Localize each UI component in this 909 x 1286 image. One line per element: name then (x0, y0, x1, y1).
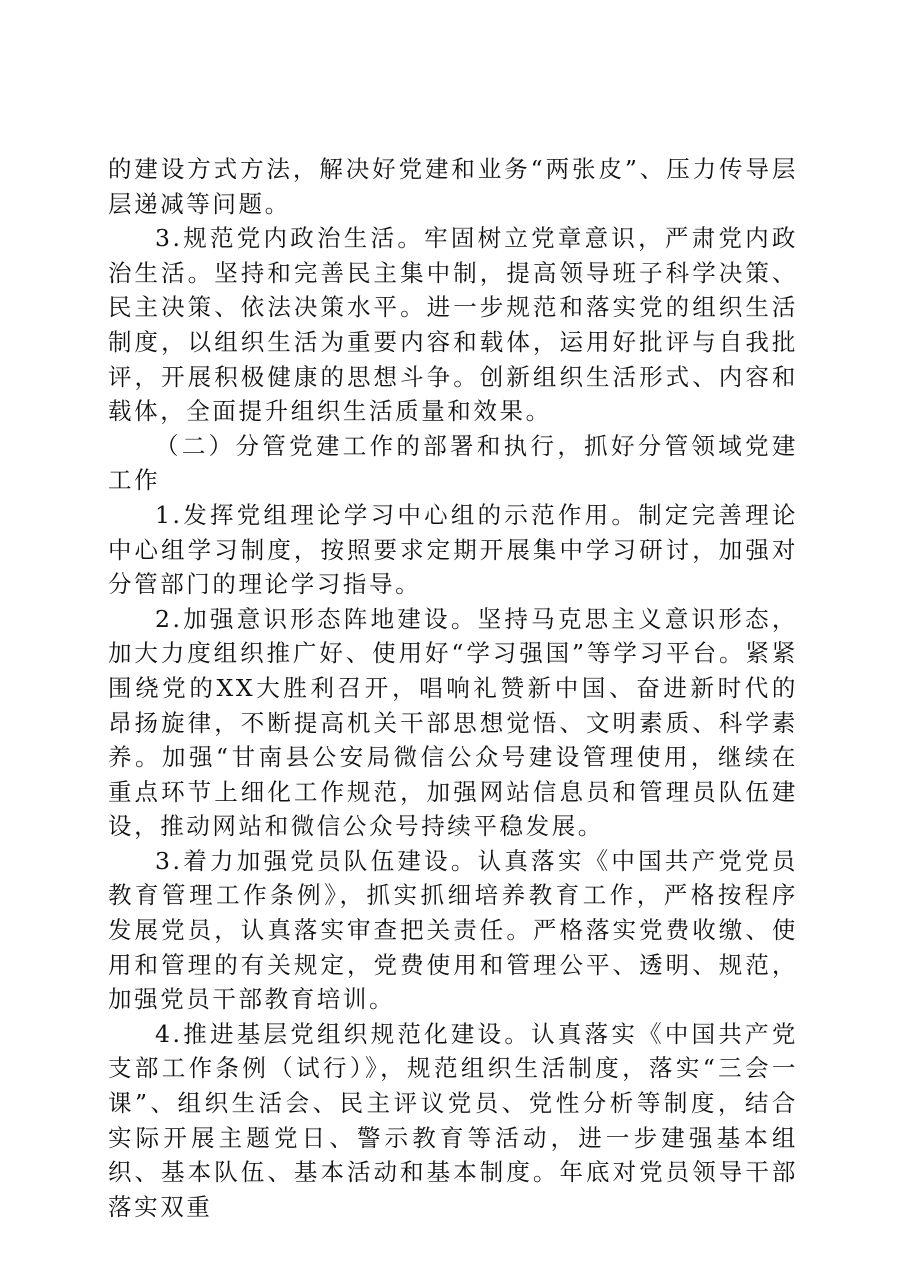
paragraph-party-members: 3.着力加强党员队伍建设。认真落实《中国共产党党员教育管理工作条例》，抓实抓细培养教育工作，严格按程序发展党员，认真落实审查把关责任。严格落实党费收缴、使用和管理的有关规定，党费使用和管理公平、透明、规范，加强党员干部教育培训。 (108, 846, 798, 1014)
paragraph-grassroots: 4.推进基层党组织规范化建设。认真落实《中国共产党支部工作条例（试行）》，规范组织生活制度，落实“三会一课”、组织生活会、民主评议党员、党性分析等制度，结合实际开展主题党日、警示教育等活动，进一步建强基本组织、基本队伍、基本活动和基本制度。年底对党员领导干部落实双重 (108, 1019, 798, 1221)
section-heading-2: （二）分管党建工作的部署和执行，抓好分管领域党建工作 (108, 431, 798, 495)
paragraph-study-group: 1.发挥党组理论学习中心组的示范作用。制定完善理论中心组学习制度，按照要求定期开展集中学习研讨，加强对分管部门的理论学习指导。 (108, 500, 798, 599)
document-body (108, 152, 798, 1224)
paragraph-regulate-political-life: 3.规范党内政治生活。牢固树立党章意识，严肃党内政治生活。坚持和完善民主集中制，提高领导班子科学决策、民主决策、依法决策水平。进一步规范和落实党的组织生活制度，以组织生活为重要内容和载体，运用好批评与自我批评，开展积极健康的思想斗争。创新组织生活形式、内容和载体，全面提升组织生活质量和效果。 (108, 224, 798, 426)
paragraph-ideology: 2.加强意识形态阵地建设。坚持马克思主义意识形态，加大力度组织推广好、使用好“学习强国”等学习平台。紧紧围绕党的XX大胜利召开，唱响礼赞新中国、奋进新时代的昂扬旋律，不断提高机关干部思想觉悟、文明素质、科学素养。加强“甘南县公安局微信公众号建设管理使用，继续在重点环节上细化工作规范，加强网站信息员和管理员队伍建设，推动网站和微信公众号持续平稳发展。 (108, 604, 798, 841)
paragraph-continuation: 的建设方式方法，解决好党建和业务“两张皮”、压力传导层层递减等问题。 (108, 155, 798, 218)
